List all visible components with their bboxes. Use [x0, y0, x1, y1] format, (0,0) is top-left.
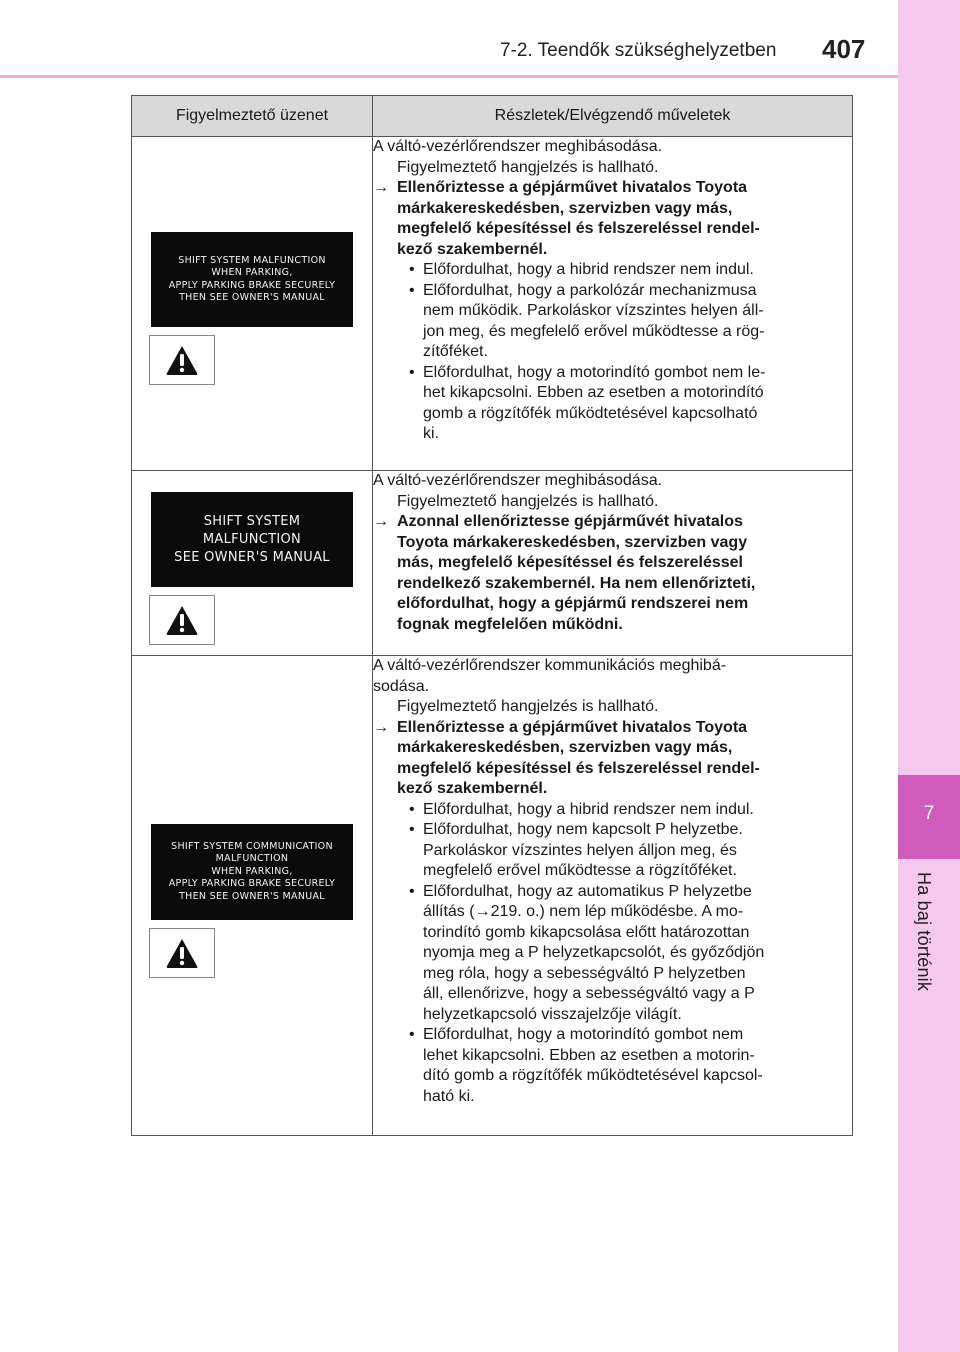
display-text-line: THEN SEE OWNER'S MANUAL [179, 292, 325, 303]
action-instruction [373, 512, 852, 635]
display-text-line: APPLY PARKING BRAKE SECURELY [168, 279, 336, 291]
list-item-text: nem működik. Parkoláskor vízszintes helyen áll- [423, 302, 764, 319]
table-row [132, 656, 853, 1136]
list-item-text: meg róla, hogy a sebességváltó P helyzetben [423, 964, 746, 982]
list-item-text: Előfordulhat, hogy a parkolózár mechanizmusa [423, 281, 757, 299]
malfunction-description: A váltó-vezérlőrendszer kommunikációs meghibá- [373, 657, 727, 674]
list-item-text: torindító gomb kikapcsolása előtt határozottan [423, 923, 750, 941]
action-text-line: Azonnal ellenőriztesse gépjárművét hivatalos [397, 513, 743, 530]
list-item [373, 260, 852, 281]
table-header-row [132, 96, 853, 137]
malfunction-description: A váltó-vezérlőrendszer meghibásodása. [373, 138, 663, 155]
column-header-message: Figyelmeztető üzenet [132, 96, 373, 137]
warning-symbol-box [149, 928, 215, 978]
bullet-icon: • [409, 363, 415, 381]
action-text-line: márkakereskedésben, szervizben vagy más, [397, 739, 733, 756]
bullet-icon: • [409, 821, 415, 838]
bullet-icon: • [409, 281, 415, 299]
details-cell [373, 471, 853, 656]
action-text-line: rendelkező szakembernél. Ha nem ellenőrizteti, [397, 574, 756, 592]
list-item-text: állítás (→219. o.) nem lép működésbe. A mo- [423, 903, 744, 920]
action-text-line: előfordulhat, hogy a gépjármű rendszerei nem [397, 595, 749, 612]
details-cell [373, 656, 853, 1136]
header-divider [0, 75, 898, 78]
list-item-text: Előfordulhat, hogy a motorindító gombot nem le- [423, 363, 766, 381]
list-item [373, 882, 852, 1026]
warning-triangle-icon [165, 604, 199, 636]
malfunction-description: A váltó-vezérlőrendszer meghibásodása. [373, 472, 663, 489]
action-text-line: megfelelő képesítéssel és felszereléssel rendel- [397, 220, 760, 237]
list-item-text: ki. [423, 425, 439, 442]
display-text-line: WHEN PARKING, [211, 865, 293, 877]
warning-symbol-box [149, 595, 215, 645]
list-item-text: helyzetkapcsoló visszajelzője világít. [423, 1005, 682, 1023]
message-cell [132, 656, 373, 1136]
display-text-line: MALFUNCTION [215, 853, 289, 865]
bullet-icon: • [409, 1026, 415, 1043]
list-item-text: áll, ellenőrizve, hogy a sebességváltó vagy a P [423, 985, 755, 1002]
malfunction-description: sodása. [373, 677, 430, 695]
action-instruction [373, 718, 852, 800]
list-item [373, 800, 852, 821]
list-item [373, 363, 852, 445]
chapter-number-box [898, 775, 960, 859]
list-item-text: jon meg, és megfelelő erővel működtesse a rög- [423, 322, 765, 340]
list-item-text: zítőféket. [423, 343, 488, 360]
warning-sound-note: Figyelmeztető hangjelzés is hallható. [397, 158, 659, 176]
list-item-text: gomb a rögzítőfék működtetésével kapcsolható [423, 404, 758, 422]
list-item-text: nyomja meg a P helyzetkapcsolót, és győződjön [423, 944, 765, 961]
table-row [132, 471, 853, 656]
chapter-side-tab [898, 0, 960, 1352]
display-text-line: APPLY PARKING BRAKE SECURELY [168, 878, 336, 890]
list-item-text: dító gomb a rögzítőfék működtetésével kapcsol- [423, 1067, 763, 1084]
action-text-line: Toyota márkakereskedésben, szervizben vagy [397, 533, 748, 551]
action-text-line: márkakereskedésben, szervizben vagy más, [397, 199, 733, 217]
warning-sound-note: Figyelmeztető hangjelzés is hallható. [397, 492, 659, 510]
action-text-line: Ellenőriztesse a gépjárművet hivatalos Toyota [397, 718, 748, 736]
message-cell [132, 137, 373, 471]
chapter-title: Ha baj történik [914, 872, 934, 992]
list-item [373, 281, 852, 363]
display-text-line: WHEN PARKING, [211, 267, 293, 278]
details-cell [373, 137, 853, 471]
display-text-line: THEN SEE OWNER'S MANUAL [179, 890, 325, 902]
display-text-line: SHIFT SYSTEM [203, 513, 301, 529]
warning-display-panel [151, 232, 353, 327]
warning-message-table [131, 95, 853, 1136]
bullet-icon: • [409, 882, 415, 900]
list-item-text: ható ki. [423, 1087, 475, 1105]
display-text-line: SEE OWNER'S MANUAL [174, 549, 330, 565]
warning-display-panel [151, 824, 353, 920]
display-text-line: SHIFT SYSTEM MALFUNCTION [178, 254, 326, 266]
column-header-details: Részletek/Elvégzendő műveletek [373, 96, 853, 137]
action-text-line: Ellenőriztesse a gépjárművet hivatalos Toyota [397, 179, 748, 196]
display-text-line: MALFUNCTION [202, 531, 302, 547]
list-item-text: Előfordulhat, hogy a hibrid rendszer nem indul. [423, 800, 754, 818]
list-item-text: Előfordulhat, hogy az automatikus P helyzetbe [423, 882, 752, 900]
arrow-icon: → [373, 179, 389, 196]
page-number: 407 [822, 34, 866, 64]
action-text-line: más, megfelelő képesítéssel és felszereléssel [397, 554, 743, 571]
list-item-text: het kikapcsolni. Ebben az esetben a motorindító [423, 384, 764, 401]
display-text-line: SHIFT SYSTEM COMMUNICATION [171, 840, 333, 852]
list-item-text: megfelelő erővel működtesse a rögzítőféket. [423, 862, 737, 879]
list-item-text: Parkoláskor vízszintes helyen álljon meg, és [423, 841, 737, 859]
action-text-line: fognak megfelelően működni. [397, 615, 623, 633]
bullet-icon: • [409, 261, 415, 278]
action-text-line: kező szakembernél. [397, 780, 548, 797]
list-item-text: Előfordulhat, hogy nem kapcsolt P helyzetbe. [423, 821, 743, 838]
warning-sound-note: Figyelmeztető hangjelzés is hallható. [397, 698, 659, 715]
warning-triangle-icon [165, 937, 199, 969]
arrow-icon: → [373, 718, 389, 736]
warning-triangle-icon [165, 344, 199, 376]
warning-symbol-box [149, 335, 215, 385]
list-item [373, 820, 852, 882]
table-row [132, 137, 853, 471]
list-item-text: Előfordulhat, hogy a motorindító gombot nem [423, 1026, 744, 1043]
list-item-text: lehet kikapcsolni. Ebben az esetben a motorin- [423, 1046, 755, 1064]
bullet-icon: • [409, 800, 415, 818]
action-text-line: megfelelő képesítéssel és felszereléssel rendel- [397, 759, 760, 777]
header-section-title: 7-2. Teendők szükséghelyzetben [500, 40, 777, 61]
chapter-number: 7 [923, 803, 935, 824]
list-item-text: Előfordulhat, hogy a hibrid rendszer nem indul. [423, 261, 754, 278]
action-text-line: kező szakembernél. [397, 240, 548, 258]
action-instruction [373, 178, 852, 260]
warning-display-panel [151, 492, 353, 587]
arrow-icon: → [373, 513, 389, 530]
list-item [373, 1025, 852, 1107]
message-cell [132, 471, 373, 656]
